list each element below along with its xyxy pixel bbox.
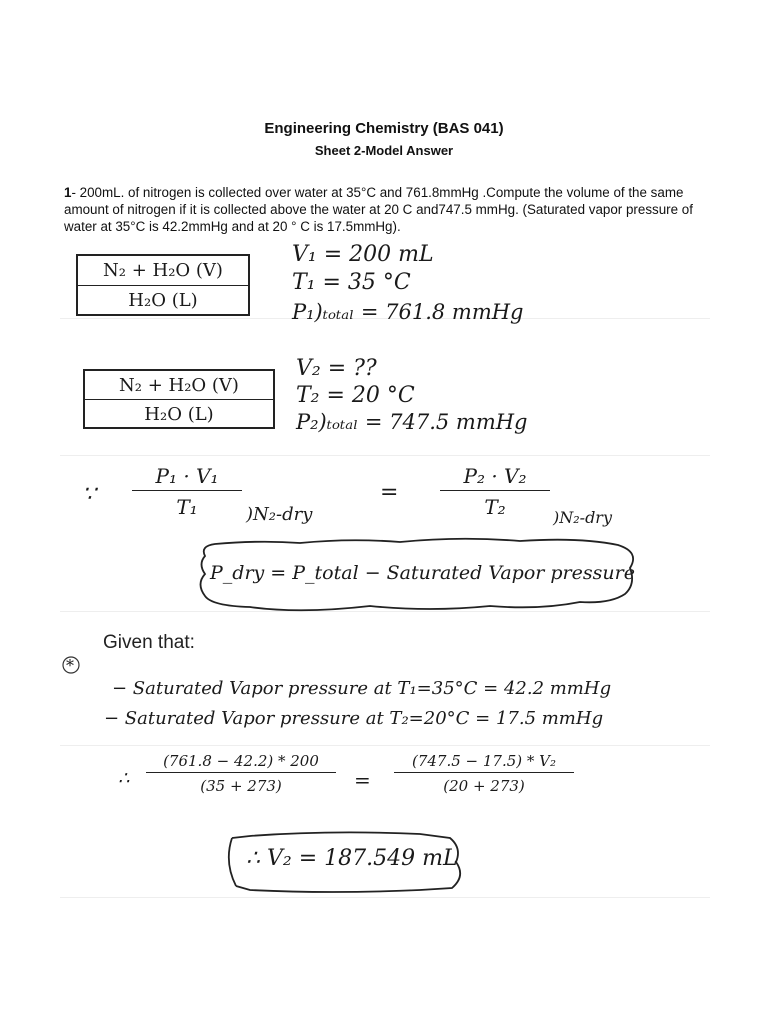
asterisk-circle bbox=[63, 657, 79, 673]
temperature-1: T₁ = 35 °C bbox=[292, 270, 411, 295]
numerator: (747.5 − 17.5) * V₂ bbox=[411, 752, 557, 770]
liquid-phase-label: H₂O (L) bbox=[144, 403, 214, 425]
numerator: P₂ · V₂ bbox=[463, 464, 527, 488]
therefore-symbol: ∴ bbox=[118, 768, 130, 789]
final-answer: ∴ V₂ = 187.549 mL bbox=[246, 846, 458, 871]
given-heading: Given that: bbox=[103, 632, 195, 653]
pressure-2: P₂)ₜₒₜₐₗ = 747.5 mmHg bbox=[296, 410, 528, 434]
denominator: T₂ bbox=[440, 490, 550, 519]
equals-sign: = bbox=[354, 768, 371, 792]
denominator: (35 + 273) bbox=[146, 772, 336, 795]
liquid-phase-label: H₂O (L) bbox=[128, 290, 198, 311]
given-line-1: − Saturated Vapor pressure at T₁=35°C = 42.2 mmHg bbox=[112, 678, 612, 699]
dry-pressure-cloud bbox=[201, 539, 634, 611]
asterisk-marker: * bbox=[66, 656, 74, 675]
gas-phase-label: N₂ + H₂O (V) bbox=[78, 256, 248, 286]
subscript-n2-dry-left: )N₂-dry bbox=[246, 504, 313, 525]
problem-number: 1 bbox=[64, 185, 72, 200]
dry-pressure-relation: P_dry = P_total − Saturated Vapor pressure bbox=[210, 562, 635, 584]
given-line-2: − Saturated Vapor pressure at T₂=20°C = 17.5 mmHg bbox=[104, 708, 604, 729]
volume-2: V₂ = ?? bbox=[296, 356, 377, 381]
subscript-n2-dry-right: )N₂-dry bbox=[553, 508, 612, 527]
document-title: Engineering Chemistry (BAS 041) bbox=[264, 120, 504, 137]
volume-1: V₁ = 200 mL bbox=[292, 242, 434, 267]
problem-text: - 200mL. of nitrogen is collected over water at 35°C and 761.8mmHg .Compute the volume of the same amount of nitrogen if it is collected above the water at 20 C and747.5 mmHg. (Saturated vapor pressure of water at 35°C is 42.2mmHg and at 20 ° C is 17.5mmHg). bbox=[64, 185, 693, 234]
gas-phase-label: N₂ + H₂O (V) bbox=[85, 371, 273, 400]
equals-sign: = bbox=[380, 480, 399, 505]
document-subtitle: Sheet 2-Model Answer bbox=[314, 143, 454, 158]
pressure-1: P₁)ₜₒₜₐₗ = 761.8 mmHg bbox=[292, 300, 524, 324]
numerator: P₁ · V₁ bbox=[155, 464, 219, 488]
denominator: T₁ bbox=[132, 490, 242, 519]
answer-bracket bbox=[229, 832, 460, 892]
temperature-2: T₂ = 20 °C bbox=[296, 383, 415, 408]
because-symbol: ∵ bbox=[82, 482, 96, 507]
numerator: (761.8 − 42.2) * 200 bbox=[163, 752, 319, 770]
denominator: (20 + 273) bbox=[394, 772, 574, 795]
